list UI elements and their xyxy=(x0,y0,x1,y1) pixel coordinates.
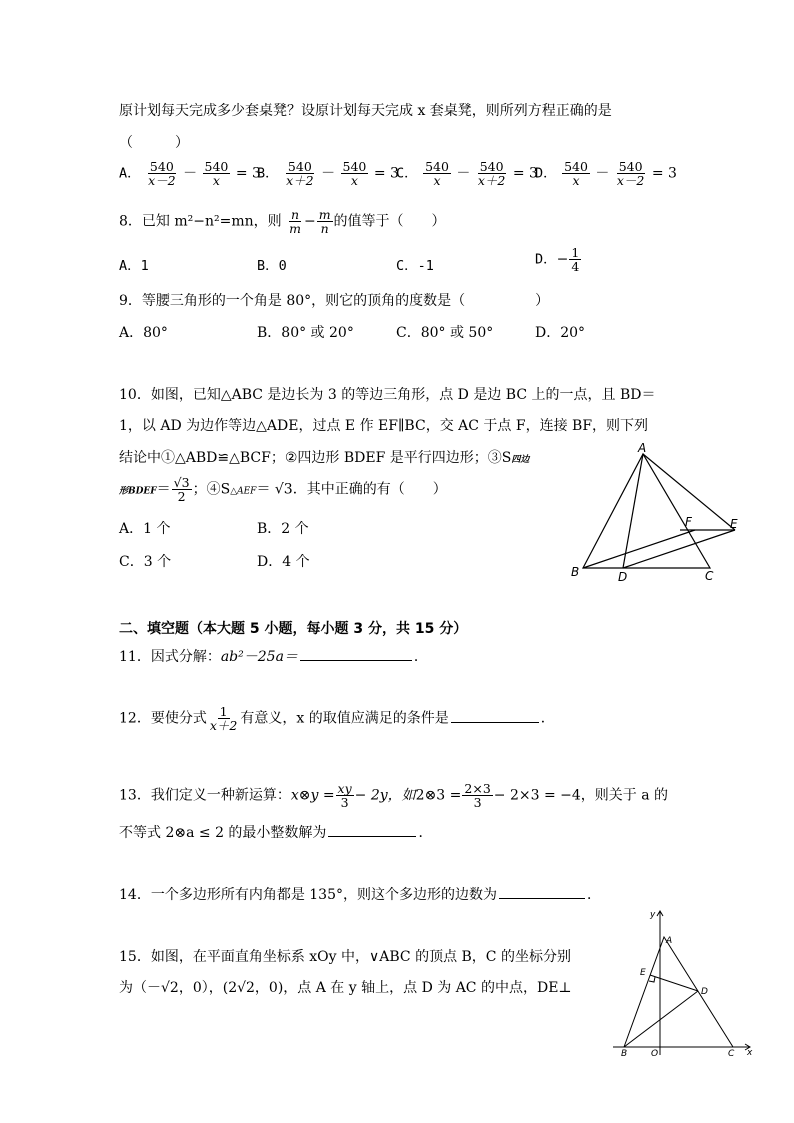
q9-option-d: D．20° xyxy=(535,325,586,341)
q10-option-a: A．1 个 xyxy=(119,521,171,537)
q14-answer-blank[interactable] xyxy=(499,885,585,899)
q15-label-o: O xyxy=(651,1049,659,1059)
q10-label-d: D xyxy=(618,570,628,584)
q10-label-c: C xyxy=(705,569,714,583)
q10-label-f: F xyxy=(685,515,692,529)
q12-answer-blank[interactable] xyxy=(451,709,539,723)
q10-label-b: B xyxy=(571,565,580,579)
q15-coordinate-figure xyxy=(608,905,758,1060)
q15-stem-line-1: 15．如图，在平面直角坐标系 xOy 中，∨ABC 的顶点 B，C 的坐标分别 xyxy=(119,949,571,965)
q9-option-b: B．80° 或 20° xyxy=(257,325,354,341)
q7-option-c: C． $\frac{540}{x}$ － $\frac{540}{x+2}$ = 3 xyxy=(396,159,538,189)
q10-triangle-figure xyxy=(565,440,745,590)
q15-label-d: D xyxy=(701,987,708,997)
q15-label-a: A xyxy=(666,936,673,946)
q8-option-d: D．− $\frac{1}{4}$ xyxy=(535,245,580,275)
q10-option-b: B．2 个 xyxy=(257,521,309,537)
q10-stem-line-2: 1，以 AD 为边作等边△ADE，过点 E 作 EF∥BC，交 AC 于点 F，连接 BF，则下列 xyxy=(119,418,649,434)
q7-answer-paren: （ ） xyxy=(119,135,189,151)
q7-stem-line: 原计划每天完成多少套桌凳？设原计划每天完成 x 套桌凳，则所列方程正确的是 xyxy=(119,103,612,119)
q8-option-b: B．0 xyxy=(257,258,287,274)
q14-stem: 14．一个多边形所有内角都是 135°，则这个多边形的边数为 ． xyxy=(119,887,601,903)
q13-stem-line-1: 13．我们定义一种新运算：x⊗y = $\frac{xy}{3}$ − 2y，如2⊗3 = $\frac{2\times 3}{3}$ − 2×3 = −4，则关于 a 的 xyxy=(119,781,669,811)
q15-axis-y-label: y xyxy=(650,910,656,920)
q8-option-c: C．-1 xyxy=(396,258,434,274)
q15-label-b: B xyxy=(621,1049,628,1059)
q15-stem-line-2: 为（－√2，0），(2√2，0)，点 A 在 y 轴上，点 D 为 AC 的中点，DE⊥ xyxy=(119,980,572,996)
q7-option-d: D． $\frac{540}{x}$ － $\frac{540}{x-2}$ = 3 xyxy=(535,159,677,189)
q8-option-a: A．1 xyxy=(119,258,149,274)
q9-option-a: A．80° xyxy=(119,325,168,341)
section-2-title: 二、填空题（本大题 5 小题，每小题 3 分，共 15 分） xyxy=(119,621,468,637)
q10-label-e: E xyxy=(730,517,738,531)
q13-answer-blank[interactable] xyxy=(328,823,416,837)
q12-stem: 12．要使分式 $\frac{1}{x+2}$ 有意义，x 的取值应满足的条件是 ． xyxy=(119,704,555,734)
q9-stem: 9．等腰三角形的一个角是 80°，则它的顶角的度数是（ ） xyxy=(119,293,550,309)
q10-stem-line-3: 结论中①△ABD≌△BCF；②四边形 BDEF 是平行四边形；③S四边 xyxy=(119,450,530,466)
q15-axis-x-label: x xyxy=(747,1048,753,1058)
q7-option-b: B． $\frac{540}{x+2}$ － $\frac{540}{x}$ = 3 xyxy=(257,159,399,189)
q7-option-a: A． $\frac{540}{x-2}$ － $\frac{540}{x}$ = 3 xyxy=(119,159,261,189)
q10-stem-line-1: 10．如图，已知△ABC 是边长为 3 的等边三角形，点 D 是边 BC 上的一点，且 BD＝ xyxy=(119,387,656,403)
q15-label-e: E xyxy=(640,968,646,978)
q13-stem-line-2: 不等式 2⊗a ≤ 2 的最小整数解为 ． xyxy=(119,825,433,841)
q10-option-c: C．3 个 xyxy=(119,554,172,570)
q10-label-a: A xyxy=(638,441,647,455)
q10-option-d: D．4 个 xyxy=(257,554,310,570)
q9-option-c: C．80° 或 50° xyxy=(396,325,494,341)
q10-stem-line-4: 形BDEF＝ $\frac{√3}{2}$ ；④S△AEF＝ √3．其中正确的有（ ） xyxy=(119,475,447,505)
q11-stem: 11．因式分解：ab²－25a＝ ． xyxy=(119,649,428,665)
q11-answer-blank[interactable] xyxy=(300,647,412,661)
q15-label-c: C xyxy=(728,1049,735,1059)
q8-stem: 8．已知 m²−n²=mn，则 $\frac{n}{m}$ − $\frac{m}{n}$ 的值等于（ ） xyxy=(119,207,446,237)
